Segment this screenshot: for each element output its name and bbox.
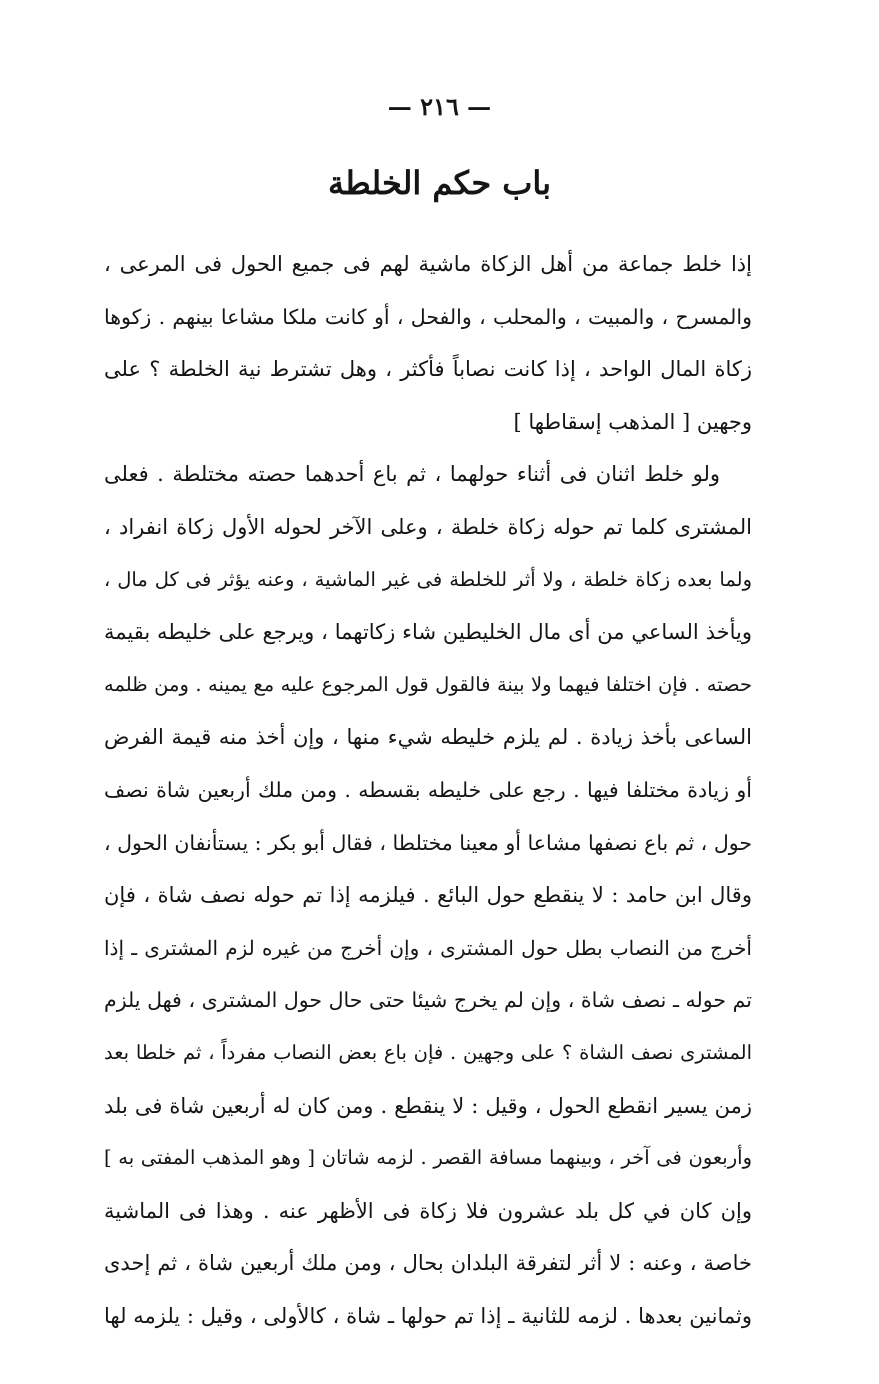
text-line: وثمانين بعدها . لزمه للثانية ـ إذا تم حولها ـ شاة ، كالأولى ، وقيل : يلزمه لها [104, 1303, 752, 1328]
paragraph-1 [104, 238, 752, 448]
text-line: ويأخذ الساعي من أى مال الخليطين شاء زكاتهما ، ويرجع على خليطه بقيمة [104, 620, 752, 645]
text-line: المشترى نصف الشاة ؟ على وجهين . فإن باع بعض النصاب مفرداً ، ثم خلطا بعد [104, 1040, 752, 1064]
text-line: زكاة المال الواحد ، إذا كانت نصاباً فأكثر ، وهل تشترط نية الخلطة ؟ على [104, 357, 752, 382]
text-line: وأربعون فى آخر ، وبينهما مسافة القصر . لزمه شاتان [ وهو المذهب المفتى به ] [104, 1146, 752, 1170]
text-line: حول ، ثم باع نصفها مشاعا أو معينا مختلطا ، فقال أبو بكر : يستأنفان الحول ، [104, 830, 752, 855]
text-line: ولما بعده زكاة خلطة ، ولا أثر للخلطة فى غير الماشية ، وعنه يؤثر فى كل مال ، [104, 567, 752, 591]
text-line: والمسرح ، والمبيت ، والمحلب ، والفحل ، أو كانت ملكا مشاعا بينهم . زكوها [104, 304, 752, 329]
page-number: — ٢١٦ — [387, 92, 492, 121]
text-line: وجهين [ المذهب إسقاطها ] [513, 409, 752, 434]
text-line: وقال ابن حامد : لا ينقطع حول البائع . فيلزمه إذا تم حوله نصف شاة ، فإن [104, 883, 752, 908]
text-line: أخرج من النصاب بطل حول المشترى ، وإن أخرج من غيره لزم المشترى ـ إذا [104, 935, 752, 960]
paragraph-2 [104, 448, 752, 1342]
text-line: الساعى بأخذ زيادة . لم يلزم خليطه شيء منها ، وإن أخذ منه قيمة الفرض [104, 725, 752, 750]
text-line: وإن كان في كل بلد عشرون فلا زكاة فى الأظهر عنه . وهذا فى الماشية [104, 1198, 752, 1223]
text-line: تم حوله ـ نصف شاة ، وإن لم يخرج شيئا حتى حال حول المشترى ، فهل يلزم [104, 988, 752, 1013]
text-line: خاصة ، وعنه : لا أثر لتفرقة البلدان بحال ، ومن ملك أربعين شاة ، ثم إحدى [104, 1251, 752, 1276]
text-line: حصته . فإن اختلفا فيهما ولا بينة فالقول قول المرجوع عليه مع يمينه . ومن ظلمه [104, 672, 752, 696]
text-line: زمن يسير انقطع الحول ، وقيل : لا ينقطع . ومن كان له أربعين شاة فى بلد [104, 1093, 752, 1118]
chapter-title: باب حكم الخلطة [327, 164, 552, 202]
text-line: المشترى كلما تم حوله زكاة خلطة ، وعلى الآخر لحوله الأول زكاة انفراد ، [104, 514, 752, 539]
body-text [104, 238, 752, 1342]
text-line: إذا خلط جماعة من أهل الزكاة ماشية لهم فى جميع الحول فى المرعى ، [104, 252, 752, 276]
text-line: ولو خلط اثنان فى أثناء حولهما ، ثم باع أحدهما حصته مختلطة . فعلى [104, 462, 720, 487]
text-line: أو زيادة مختلفا فيها . رجع على خليطه بقسطه . ومن ملك أربعين شاة نصف [104, 777, 752, 802]
